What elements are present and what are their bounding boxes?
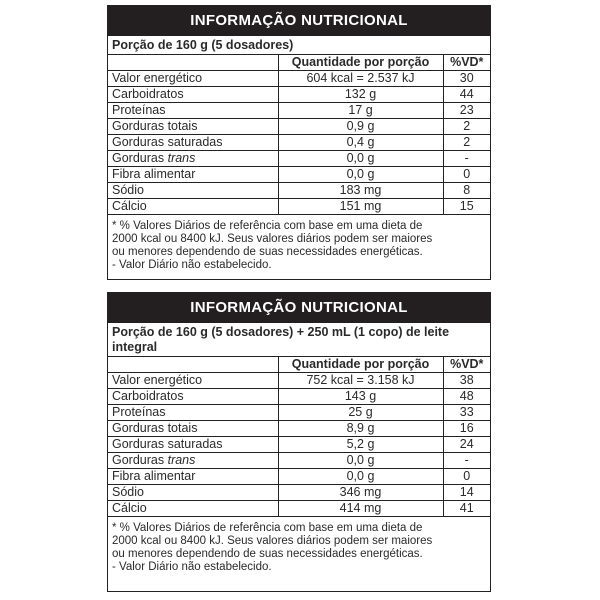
nutrient-amount: 132 g — [278, 87, 443, 103]
nutrient-vd: 0 — [443, 469, 490, 485]
nutrient-vd: 0 — [443, 167, 490, 183]
nutrient-name-italic: trans — [167, 453, 196, 467]
footnote-line: ou menores dependendo de suas necessidades energéticas. — [112, 246, 423, 258]
nutrient-amount: 0,0 g — [278, 453, 443, 469]
nutrient-vd: 15 — [443, 199, 490, 215]
table-row — [108, 421, 490, 437]
nutrient-name — [108, 453, 278, 469]
panel-title: INFORMAÇÃO NUTRICIONAL — [108, 293, 490, 323]
footnote-line: - Valor Diário não estabelecido. — [112, 259, 272, 271]
footnote-line: - Valor Diário não estabelecido. — [112, 561, 272, 573]
nutrient-vd: - — [443, 151, 490, 167]
table-row — [108, 103, 490, 119]
table-row — [108, 151, 490, 167]
col-header-nutrient — [108, 357, 278, 373]
footnote — [108, 215, 490, 275]
table-row — [108, 437, 490, 453]
table-row — [108, 119, 490, 135]
col-header-vd: %VD* — [443, 357, 490, 373]
nutrient-name — [108, 151, 278, 167]
table-row — [108, 135, 490, 151]
nutrient-name: Gorduras saturadas — [108, 437, 278, 453]
col-header-vd: %VD* — [443, 55, 490, 71]
nutrition-table — [108, 55, 490, 215]
nutrient-name: Fibra alimentar — [108, 167, 278, 183]
nutrient-name: Sódio — [108, 183, 278, 199]
nutrient-amount: 143 g — [278, 389, 443, 405]
nutrient-amount: 604 kcal = 2.537 kJ — [278, 71, 443, 87]
nutrient-vd: 41 — [443, 501, 490, 517]
nutrient-vd: 33 — [443, 405, 490, 421]
nutrient-vd: 2 — [443, 119, 490, 135]
footnote-line: * % Valores Diários de referência com base em uma dieta de — [112, 522, 423, 534]
nutrient-name: Carboidratos — [108, 389, 278, 405]
nutrient-name: Fibra alimentar — [108, 469, 278, 485]
nutrient-vd: 2 — [443, 135, 490, 151]
nutrient-vd: 24 — [443, 437, 490, 453]
nutrient-name: Cálcio — [108, 501, 278, 517]
portion-size: Porção de 160 g (5 dosadores) — [108, 36, 490, 55]
nutrient-vd: 38 — [443, 373, 490, 389]
nutrient-name: Valor energético — [108, 71, 278, 87]
col-header-nutrient — [108, 55, 278, 71]
nutrient-vd: 30 — [443, 71, 490, 87]
nutrient-vd: 8 — [443, 183, 490, 199]
nutrient-amount: 0,9 g — [278, 119, 443, 135]
nutrient-name: Sódio — [108, 485, 278, 501]
table-row — [108, 183, 490, 199]
footnote-line: 2000 kcal ou 8400 kJ. Seus valores diários podem ser maiores — [112, 535, 433, 547]
nutrient-amount: 0,4 g — [278, 135, 443, 151]
table-row — [108, 71, 490, 87]
col-header-amount: Quantidade por porção — [278, 55, 443, 71]
nutrient-amount: 8,9 g — [278, 421, 443, 437]
table-row — [108, 501, 490, 517]
nutrient-vd: 14 — [443, 485, 490, 501]
nutrient-amount: 25 g — [278, 405, 443, 421]
nutrient-name: Gorduras totais — [108, 119, 278, 135]
col-header-amount: Quantidade por porção — [278, 357, 443, 373]
nutrient-amount: 752 kcal = 3.158 kJ — [278, 373, 443, 389]
table-row — [108, 485, 490, 501]
nutrient-amount: 0,0 g — [278, 151, 443, 167]
nutrient-name: Valor energético — [108, 373, 278, 389]
nutrition-panel-2 — [107, 292, 491, 592]
nutrient-amount: 414 mg — [278, 501, 443, 517]
table-row — [108, 199, 490, 215]
nutrient-amount: 17 g — [278, 103, 443, 119]
table-row — [108, 469, 490, 485]
nutrient-vd: 44 — [443, 87, 490, 103]
portion-size: Porção de 160 g (5 dosadores) + 250 mL (1 copo) de leite integral — [108, 323, 490, 357]
nutrient-amount: 0,0 g — [278, 469, 443, 485]
nutrient-vd: 16 — [443, 421, 490, 437]
table-header-row — [108, 55, 490, 71]
table-row — [108, 453, 490, 469]
nutrition-table — [108, 357, 490, 517]
nutrient-name: Gorduras saturadas — [108, 135, 278, 151]
nutrient-vd: - — [443, 453, 490, 469]
table-header-row — [108, 357, 490, 373]
nutrient-vd: 48 — [443, 389, 490, 405]
nutrient-name-main: Gorduras — [112, 151, 165, 165]
nutrient-vd: 23 — [443, 103, 490, 119]
nutrient-amount: 5,2 g — [278, 437, 443, 453]
nutrient-amount: 183 mg — [278, 183, 443, 199]
nutrient-amount: 151 mg — [278, 199, 443, 215]
footnote-line: ou menores dependendo de suas necessidades energéticas. — [112, 548, 423, 560]
nutrient-name: Cálcio — [108, 199, 278, 215]
nutrient-name: Gorduras totais — [108, 421, 278, 437]
table-row — [108, 167, 490, 183]
table-row — [108, 389, 490, 405]
nutrient-amount: 0,0 g — [278, 167, 443, 183]
panel-title: INFORMAÇÃO NUTRICIONAL — [108, 6, 490, 36]
nutrient-name-main: Gorduras — [112, 453, 165, 467]
nutrient-name-italic: trans — [167, 151, 196, 165]
nutrient-name: Carboidratos — [108, 87, 278, 103]
nutrient-name: Proteínas — [108, 405, 278, 421]
nutrient-name: Proteínas — [108, 103, 278, 119]
footnote-line: 2000 kcal ou 8400 kJ. Seus valores diários podem ser maiores — [112, 233, 433, 245]
footnote — [108, 517, 490, 577]
table-row — [108, 373, 490, 389]
footnote-line: * % Valores Diários de referência com base em uma dieta de — [112, 220, 423, 232]
table-row — [108, 405, 490, 421]
table-row — [108, 87, 490, 103]
nutrition-panel-1 — [107, 5, 491, 280]
nutrient-amount: 346 mg — [278, 485, 443, 501]
